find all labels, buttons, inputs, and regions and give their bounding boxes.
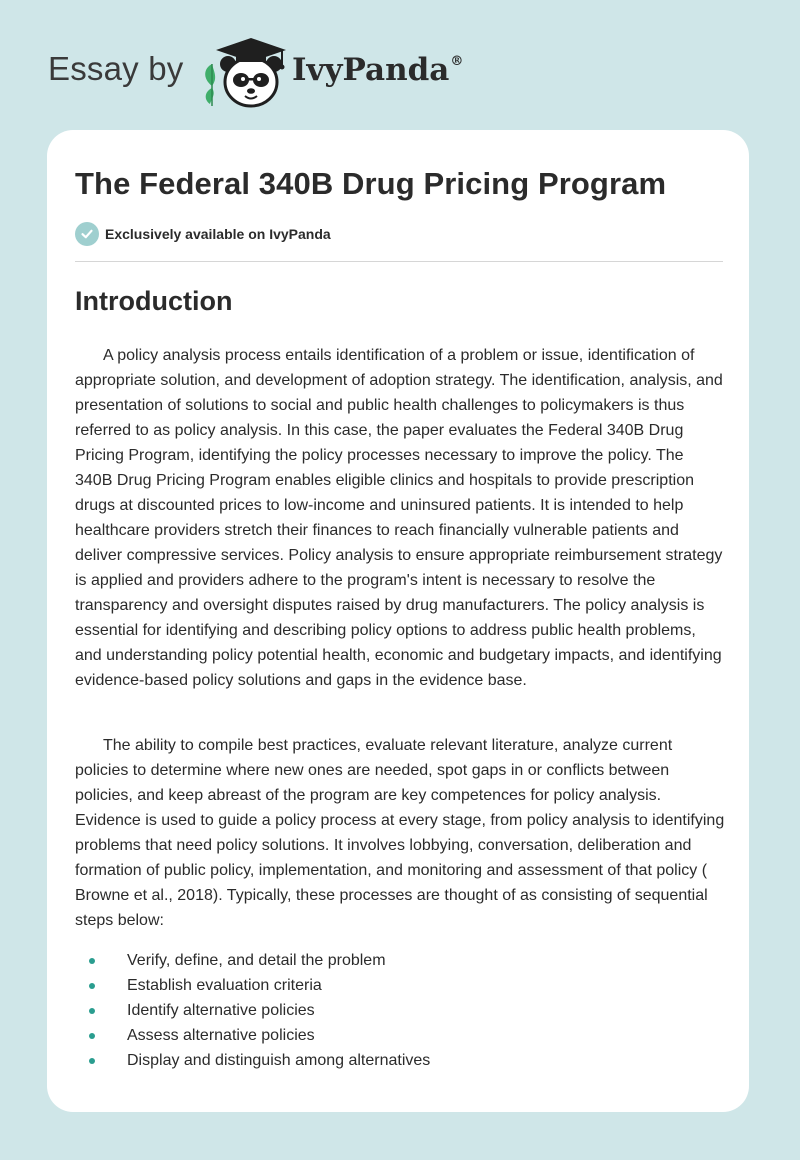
site-header <box>0 0 800 130</box>
check-circle-icon <box>75 222 99 246</box>
panda-graduate-logo-icon[interactable] <box>198 34 298 110</box>
bullet-dot-icon <box>89 958 95 964</box>
bullet-dot-icon <box>89 1058 95 1064</box>
brand-text: IvyPanda <box>292 52 450 88</box>
bullet-dot-icon <box>89 1008 95 1014</box>
list-item-text: Establish evaluation criteria <box>127 977 322 994</box>
list-item <box>75 1048 725 1073</box>
essay-by-label: Essay by <box>48 50 184 87</box>
essay-card <box>47 130 749 1112</box>
list-item-text: Identify alternative policies <box>127 1002 315 1019</box>
registered-mark: ® <box>450 54 464 69</box>
title-divider <box>75 261 723 262</box>
policy-steps-list <box>75 948 725 1073</box>
list-item-text: Verify, define, and detail the problem <box>127 952 386 969</box>
essay-title: The Federal 340B Drug Pricing Program <box>75 166 667 201</box>
bullet-dot-icon <box>89 983 95 989</box>
list-item <box>75 998 725 1023</box>
list-item <box>75 973 725 998</box>
list-item <box>75 948 725 973</box>
list-item <box>75 1023 725 1048</box>
exclusive-badge-label: Exclusively available on IvyPanda <box>105 226 331 242</box>
exclusive-badge <box>75 222 331 246</box>
intro-paragraph-1: A policy analysis process entails identification of a problem or issue, identification of appropriate solution, and development of adoption strategy. The identification, analysis, and presentation of solutions to social and public health challenges to policymakers is thus referred to as policy analysis. In this case, the paper evaluates the Federal 340B Drug Pricing Program, identifying the policy processes necessary to improve the policy. The 340B Drug Pricing Program enables eligible clinics and hospitals to provide prescription drugs at discounted prices to low-income and uninsured patients. It is intended to help healthcare providers stretch their finances to reach financially vulnerable patients and deliver compressive services. Policy analysis to ensure appropriate reimbursement strategy is applied and providers adhere to the program's intent is necessary to resolve the transparency and oversight disputes raised by drug manufacturers. The policy analysis is essential for identifying and describing policy options to address public health problems, and understanding policy potential health, economic and budgetary impacts, and identifying evidence-based policy solutions and gaps in the evidence base. <box>75 347 723 689</box>
list-item-text: Assess alternative policies <box>127 1027 315 1044</box>
brand-name[interactable] <box>292 52 463 88</box>
bullet-dot-icon <box>89 1033 95 1039</box>
section-heading: Introduction <box>75 286 233 316</box>
list-item-text: Display and distinguish among alternatives <box>127 1052 431 1069</box>
intro-paragraph-2: The ability to compile best practices, evaluate relevant literature, analyze current policies to determine where new ones are needed, spot gaps in or conflicts between policies, and keep abreast of the program are key competences for policy analysis. Evidence is used to guide a policy process at every stage, from policy analysis to identifying problems that need policy solutions. It involves lobbying, conversation, deliberation and formation of public policy, implementation, and monitoring and assessment of that policy ( Browne et al., 2018). Typically, these processes are thought of as consisting of sequential steps below: <box>75 737 725 929</box>
